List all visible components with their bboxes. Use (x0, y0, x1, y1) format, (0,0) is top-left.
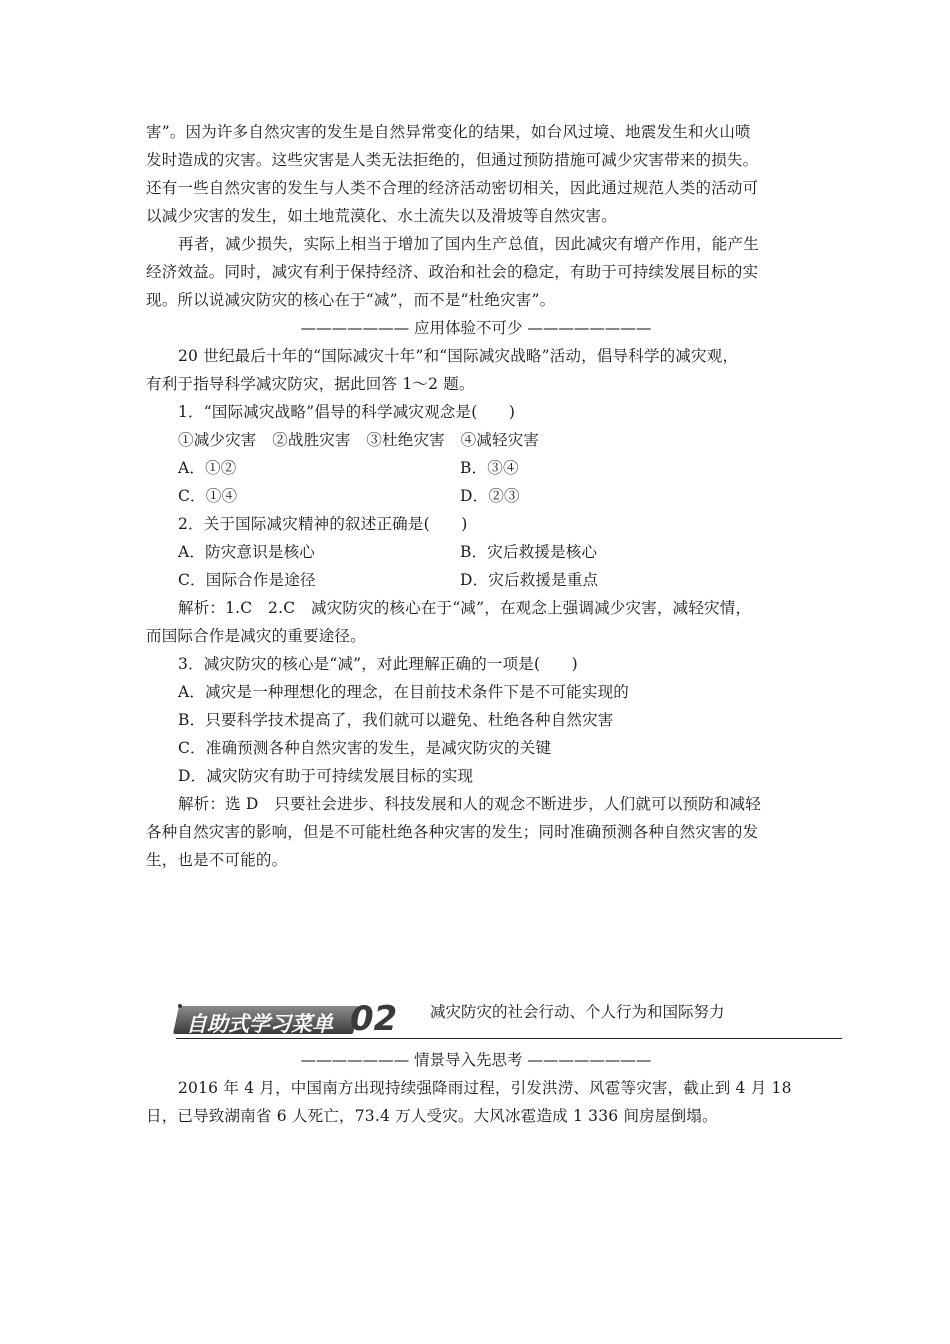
question-1-option-a: A．①② (178, 459, 237, 477)
section-rule (176, 1038, 842, 1039)
question-2-option-c: C．国际合作是途径 (178, 571, 316, 589)
question-3-option-a: A．减灾是一种理想化的理念，在目前技术条件下是不可能实现的 (178, 683, 629, 701)
section-title: 减灾防灾的社会行动、个人行为和国际努力 (430, 1003, 725, 1021)
answer-line: 而国际合作是减灾的重要途径。 (146, 627, 366, 645)
question-3-option-d: D．减灾防灾有助于可持续发展目标的实现 (178, 767, 474, 785)
intro-line: 有利于指导科学减灾防灾，据此回答 1～2 题。 (146, 375, 475, 393)
question-1-option-c: C．①④ (178, 487, 238, 505)
answer-line: 解析：1.C 2.C 减灾防灾的核心在于“减”，在观念上强调减少灾害，减轻灾情， (178, 599, 752, 617)
question-1-items: ①减少灾害 ②战胜灾害 ③杜绝灾害 ④减轻灾害 (178, 431, 540, 449)
question-2-option-d: D．灾后救援是重点 (460, 571, 599, 589)
question-1-option-b: B．③④ (460, 459, 519, 477)
paragraph-line: 以减少灾害的发生，如土地荒漠化、水土流失以及滑坡等自然灾害。 (146, 207, 618, 225)
scene-line: 2016 年 4 月，中国南方出现持续强降雨过程，引发洪涝、风雹等灾害，截止到 4 月 18 (178, 1079, 792, 1097)
paragraph-line: 经济效益。同时，减灾有利于保持经济、政治和社会的稳定，有助于可持续发展目标的实 (146, 263, 759, 281)
paragraph-line: 害”。因为许多自然灾害的发生是自然异常变化的结果，如台风过境、地震发生和火山喷 (146, 123, 751, 141)
paragraph-line: 再者，减少损失，实际上相当于增加了国内生产总值，因此减灾有增产作用，能产生 (178, 235, 759, 253)
answer-line: 各种自然灾害的影响，但是不可能杜绝各种灾害的发生；同时准确预测各种自然灾害的发 (146, 823, 759, 841)
question-2-stem: 2．关于国际减灾精神的叙述正确是( ) (178, 515, 468, 533)
paragraph-line: 还有一些自然灾害的发生与人类不合理的经济活动密切相关，因此通过规范人类的活动可 (146, 179, 759, 197)
question-2-option-a: A．防灾意识是核心 (178, 543, 315, 561)
answer-line: 生，也是不可能的。 (146, 851, 288, 869)
section-divider: ——————— 应用体验不可少 ———————— (300, 319, 652, 337)
answer-line: 解析：选 D 只要社会进步、科技发展和人的观念不断进步，人们就可以预防和减轻 (178, 795, 761, 813)
question-1-stem: 1．“国际减灾战略”倡导的科学减灾观念是( ) (178, 403, 516, 421)
paragraph-line: 发时造成的灾害。这些灾害是人类无法拒绝的，但通过预防措施可减少灾害带来的损失。 (146, 151, 759, 169)
section-divider: ——————— 情景导入先思考 ———————— (300, 1051, 652, 1069)
banner-number: 02 (350, 999, 398, 1039)
question-1-option-d: D．②③ (460, 487, 520, 505)
banner-dot-icon (178, 1004, 182, 1008)
intro-line: 20 世纪最后十年的“国际减灾十年”和“国际减灾战略”活动，倡导科学的减灾观， (178, 347, 739, 365)
question-3-option-c: C．准确预测各种自然灾害的发生，是减灾防灾的关键 (178, 739, 552, 757)
question-3-stem: 3．减灾防灾的核心是“减”，对此理解正确的一项是( ) (178, 655, 578, 673)
question-2-option-b: B．灾后救援是核心 (460, 543, 598, 561)
question-3-option-b: B．只要科学技术提高了，我们就可以避免、杜绝各种自然灾害 (178, 711, 614, 729)
banner-label: 自助式学习菜单 (186, 1012, 333, 1036)
paragraph-line: 现。所以说减灾防灾的核心在于“减”，而不是“杜绝灾害”。 (146, 291, 556, 309)
scene-line: 日，已导致湖南省 6 人死亡，73.4 万人受灾。大风冰雹造成 1 336 间房屋倒塌。 (146, 1107, 718, 1125)
section-banner (176, 999, 398, 1039)
